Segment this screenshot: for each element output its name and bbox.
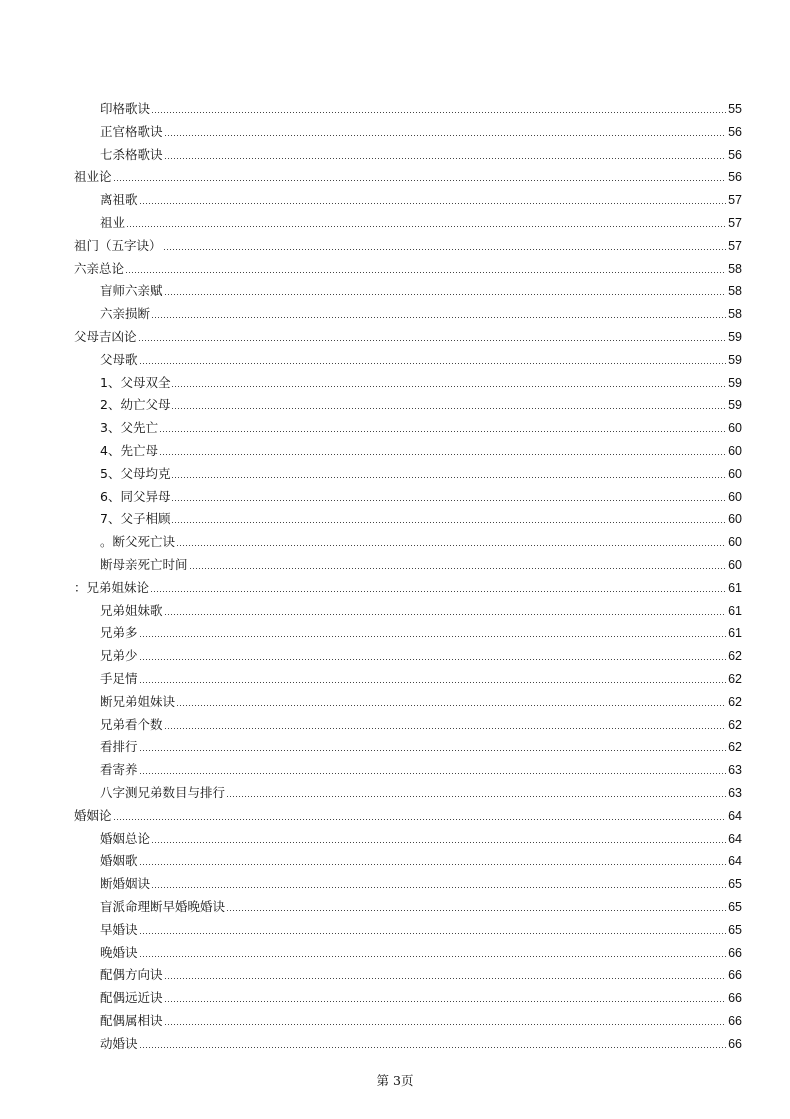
toc-entry-title: 。断父死亡诀 — [100, 534, 176, 550]
toc-entry[interactable] — [100, 460, 742, 482]
toc-entry[interactable] — [100, 118, 742, 140]
toc-entry-title: 晚婚诀 — [100, 944, 138, 960]
dot-leader — [171, 500, 726, 501]
toc-entry-page-number: 66 — [728, 968, 742, 983]
toc-entry[interactable] — [100, 711, 742, 733]
toc-entry-page-number: 62 — [728, 694, 742, 709]
toc-entry[interactable] — [100, 597, 742, 619]
dot-leader — [139, 682, 727, 683]
toc-entry-title: 父母歌 — [100, 351, 138, 367]
toc-entry[interactable] — [100, 939, 742, 961]
toc-entry-page-number: 60 — [728, 444, 742, 458]
toc-entry-title: 断母亲死亡时间 — [100, 557, 188, 572]
toc-entry-title: 4、先亡母 — [100, 443, 158, 458]
toc-entry-title: 七杀格歌诀 — [100, 146, 163, 162]
toc-entry-page-number: 66 — [728, 945, 742, 960]
toc-entry-page-number: 65 — [728, 922, 742, 937]
dot-leader — [226, 910, 726, 911]
dot-leader — [163, 249, 727, 250]
toc-entry[interactable] — [100, 437, 742, 459]
dot-leader — [176, 545, 726, 546]
toc-entry-title: 六亲损断 — [100, 306, 151, 322]
dot-leader — [139, 864, 727, 865]
toc-entry[interactable] — [100, 984, 742, 1006]
dot-leader — [113, 819, 727, 820]
toc-entry[interactable] — [100, 505, 742, 527]
toc-entry-page-number: 66 — [728, 1036, 742, 1051]
toc-entry[interactable] — [100, 916, 742, 938]
dot-leader — [164, 614, 727, 615]
toc-entry-page-number: 56 — [728, 124, 742, 139]
dot-leader — [139, 750, 727, 751]
toc-entry-page-number: 63 — [728, 763, 742, 778]
dot-leader — [139, 203, 727, 204]
toc-entry-page-number: 62 — [728, 672, 742, 686]
toc-entry-page-number: 65 — [728, 877, 742, 892]
dot-leader — [139, 1047, 727, 1048]
dot-leader — [164, 1024, 727, 1025]
toc-entry-page-number: 60 — [728, 489, 742, 504]
dot-leader — [164, 978, 727, 979]
dot-leader — [164, 728, 727, 729]
toc-entry[interactable] — [74, 574, 742, 596]
toc-entry[interactable] — [74, 802, 742, 824]
page-number-label: 第 3页 — [376, 1073, 414, 1088]
dot-leader — [189, 568, 727, 569]
toc-entry-title: 动婚诀 — [100, 1035, 138, 1051]
toc-entry[interactable] — [100, 186, 742, 208]
toc-entry[interactable] — [100, 346, 742, 368]
toc-entry-page-number: 58 — [728, 261, 742, 276]
toc-entry-title: 配偶远近诀 — [100, 990, 163, 1006]
toc-entry[interactable] — [100, 733, 742, 755]
dot-leader — [150, 591, 726, 592]
toc-entry[interactable] — [100, 961, 742, 983]
dot-leader — [151, 842, 726, 843]
dot-leader — [176, 705, 726, 706]
toc-entry-title: 婚姻总论 — [100, 830, 151, 846]
toc-entry[interactable] — [100, 209, 742, 231]
toc-entry[interactable] — [100, 369, 742, 391]
toc-entry[interactable] — [100, 414, 742, 436]
toc-entry-page-number: 57 — [728, 238, 742, 253]
toc-entry-title: 祖业论 — [74, 169, 112, 185]
dot-leader — [151, 112, 726, 113]
toc-entry-title: 兄弟姐妹歌 — [100, 602, 163, 618]
toc-entry-page-number: 57 — [728, 216, 742, 230]
toc-entry[interactable] — [100, 141, 742, 163]
toc-entry-page-number: 61 — [728, 626, 742, 641]
toc-entry-page-number: 55 — [728, 102, 742, 116]
toc-entry[interactable] — [100, 893, 742, 915]
toc-entry-title: 看排行 — [100, 739, 138, 755]
toc-entry-title: 八字测兄弟数目与排行 — [100, 785, 226, 800]
toc-entry-title: 2、幼亡父母 — [100, 397, 171, 413]
toc-entry[interactable] — [100, 95, 742, 117]
toc-entry-page-number: 60 — [728, 466, 742, 481]
dot-leader — [171, 522, 726, 523]
toc-entry-page-number: 66 — [728, 1014, 742, 1028]
dot-leader — [139, 773, 727, 774]
dot-leader — [159, 431, 726, 432]
dot-leader — [151, 317, 726, 318]
toc-entry-title: 手足情 — [100, 671, 138, 686]
toc-entry[interactable] — [100, 619, 742, 641]
toc-entry-title: 3、父先亡 — [100, 420, 158, 436]
toc-entry[interactable] — [100, 551, 742, 573]
toc-entry-page-number: 59 — [728, 398, 742, 413]
page-footer — [0, 1071, 790, 1089]
dot-leader — [139, 956, 727, 957]
toc-entry[interactable] — [100, 1030, 742, 1052]
toc-entry-page-number: 62 — [728, 740, 742, 755]
toc-entry-page-number: 56 — [728, 147, 742, 162]
toc-entry-page-number: 64 — [728, 854, 742, 869]
toc-entry[interactable] — [74, 163, 742, 185]
dot-leader — [164, 135, 727, 136]
toc-entry-title: 1、父母双全 — [100, 374, 171, 390]
dot-leader — [226, 796, 726, 797]
toc-entry-title: 盲派命理断早婚晚婚诀 — [100, 899, 226, 914]
dot-leader — [171, 408, 726, 409]
toc-entry-title: 6、同父异母 — [100, 488, 171, 504]
toc-entry-page-number: 56 — [728, 170, 742, 185]
toc-entry-title: 祖业 — [100, 215, 126, 230]
toc-entry-title: ：兄弟姐妹论 — [74, 579, 150, 595]
dot-leader — [171, 386, 726, 387]
toc-entry-title: 离祖歌 — [100, 192, 138, 208]
dot-leader — [113, 180, 727, 181]
toc-entry-page-number: 57 — [728, 193, 742, 208]
toc-entry-page-number: 58 — [728, 284, 742, 299]
toc-entry-page-number: 61 — [728, 603, 742, 618]
dot-leader — [164, 294, 727, 295]
dot-leader — [139, 363, 727, 364]
toc-entry[interactable] — [100, 688, 742, 710]
toc-entry[interactable] — [100, 756, 742, 778]
toc-entry-page-number: 59 — [728, 375, 742, 390]
toc-entry[interactable] — [100, 779, 742, 801]
toc-entry-title: 5、父母均克 — [100, 465, 171, 481]
toc-entry[interactable] — [100, 847, 742, 869]
toc-entry-title: 兄弟少 — [100, 648, 138, 664]
toc-entry-title: 断婚姻诀 — [100, 876, 151, 892]
toc-entry[interactable] — [74, 255, 742, 277]
toc-entry-title: 盲师六亲赋 — [100, 283, 163, 299]
toc-entry[interactable] — [100, 300, 742, 322]
toc-entry-title: 父母吉凶论 — [74, 329, 137, 344]
toc-entry[interactable] — [100, 665, 742, 687]
toc-entry-title: 配偶方向诀 — [100, 967, 163, 983]
toc-entry-page-number: 62 — [728, 649, 742, 664]
toc-entry-page-number: 66 — [728, 991, 742, 1006]
toc-entry[interactable] — [74, 323, 742, 345]
toc-entry-title: 断兄弟姐妹诀 — [100, 693, 176, 709]
toc-entry-page-number: 59 — [728, 330, 742, 344]
dot-leader — [139, 659, 727, 660]
toc-entry-title: 配偶属相诀 — [100, 1013, 163, 1028]
toc-entry-page-number: 58 — [728, 307, 742, 322]
dot-leader — [171, 477, 726, 478]
toc-entry-page-number: 60 — [728, 421, 742, 436]
toc-entry-title: 看寄养 — [100, 762, 138, 778]
toc-entry-title: 祖门（五字诀） — [74, 237, 162, 253]
dot-leader — [139, 933, 727, 934]
toc-entry[interactable] — [100, 825, 742, 847]
dot-leader — [151, 887, 726, 888]
dot-leader — [126, 226, 726, 227]
toc-entry[interactable] — [74, 232, 742, 254]
dot-leader — [164, 1001, 727, 1002]
dot-leader — [138, 340, 727, 341]
toc-entry[interactable] — [100, 391, 742, 413]
toc-entry-title: 六亲总论 — [74, 260, 125, 276]
dot-leader — [125, 272, 726, 273]
toc-entry[interactable] — [100, 277, 742, 299]
toc-entry-title: 印格歌诀 — [100, 101, 151, 116]
dot-leader — [159, 454, 726, 455]
toc-entry-page-number: 59 — [728, 352, 742, 367]
toc-entry-title: 早婚诀 — [100, 921, 138, 937]
toc-entry[interactable] — [100, 1007, 742, 1029]
toc-entry[interactable] — [100, 642, 742, 664]
toc-entry-title: 兄弟看个数 — [100, 716, 163, 732]
toc-entry[interactable] — [100, 528, 742, 550]
toc-entry-title: 兄弟多 — [100, 625, 138, 641]
toc-entry-page-number: 65 — [728, 900, 742, 914]
toc-entry-page-number: 60 — [728, 512, 742, 527]
toc-entry[interactable] — [100, 483, 742, 505]
toc-entry-page-number: 64 — [728, 831, 742, 846]
toc-entry-page-number: 60 — [728, 558, 742, 572]
toc-entry-title: 7、父子相顾 — [100, 511, 171, 527]
toc-entry-page-number: 62 — [728, 717, 742, 732]
toc-entry[interactable] — [100, 870, 742, 892]
toc-entry-title: 婚姻歌 — [100, 853, 138, 869]
toc-entry-page-number: 60 — [728, 535, 742, 550]
dot-leader — [164, 158, 727, 159]
toc-entry-title: 正官格歌诀 — [100, 123, 163, 139]
dot-leader — [139, 636, 727, 637]
toc-entry-page-number: 61 — [728, 580, 742, 595]
toc-entry-page-number: 63 — [728, 786, 742, 800]
toc-entry-title: 婚姻论 — [74, 807, 112, 823]
toc-entry-page-number: 64 — [728, 808, 742, 823]
